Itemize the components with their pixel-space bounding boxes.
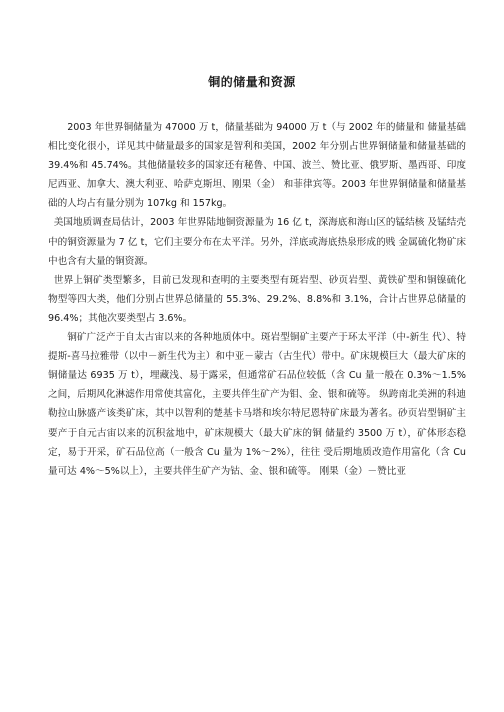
paragraph-deposit-types: 世界上铜矿类型繁多，目前已发现和查明的主要类型有斑岩型、砂页岩型、黄铁矿型和铜镍硫化物型等四大类，他们分别占世界总储量的 55.3%、29.2%、8.8%和 3.1%，合计占世界总储量的 96.4%；其他次要类型占 3.6%。 — [48, 274, 466, 324]
document-body — [48, 118, 466, 481]
paragraph-resources: 美国地质调查局估计，2003 年世界陆地铜资源量为 16 亿 t，深海底和海山区的锰结核 及锰结壳中的铜资源量为 7 亿 t，它们主要分布在太平洋。另外，洋底或海底热泉形成的贱 金属硫化物矿床中也含有大量的铜资源。 — [48, 217, 466, 267]
paragraph-reserves: 2003 年世界铜储量为 47000 万 t，储量基础为 94000 万 t（与 2002 年的储量和 储量基础相比变化很小，详见其中储量最多的国家是智利和美国，2002 年分别占世界铜储量和储量基础的 39.4%和 45.74%。其他储量较多的国家还有秘鲁、中国、波兰、赞比亚、俄罗斯、墨西哥、印度尼西亚、加拿大、澳大利亚、哈萨克斯坦、刚果（金） 和菲律宾等。2003 年世界铜储量和储量基础的人均占有量分别为 107kg 和 157kg。 — [48, 122, 466, 210]
document-title: 铜的储量和资源 — [208, 75, 296, 89]
paragraph-geology: 铜矿广泛产于自太古宙以来的各种地质体中。斑岩型铜矿主要产于环太平洋（中-新生 代）、特提斯-喜马拉雅带（以中－新生代为主）和中亚－蒙古（古生代）带中。矿床规模巨大（最大矿床的铜储量达 6935 万 t），埋藏浅、易于露采，但通常矿石品位较低（含 Cu 量一般在 0.3%～1.5%之间，后期风化淋滤作用常使其富化，主要共伴生矿产为钼、金、银和硫等。 纵跨南北美洲的科迪勒拉山脉盛产该类矿床，其中以智利的楚基卡马塔和埃尔特尼恩特矿床最为著名。砂页岩型铜矿主要产于自元古宙以来的沉积盆地中，矿床规模大（最大矿床的铜 储量约 3500 万 t），矿体形态稳定，易于开采，矿石品位高（一般含 Cu 量为 1%～2%），往往 受后期地质改造作用富化（含 Cu 量可达 4%～5%以上），主要共伴生矿产为钴、金、银和硫等。 刚果（金）－赞比亚 — [48, 332, 466, 477]
